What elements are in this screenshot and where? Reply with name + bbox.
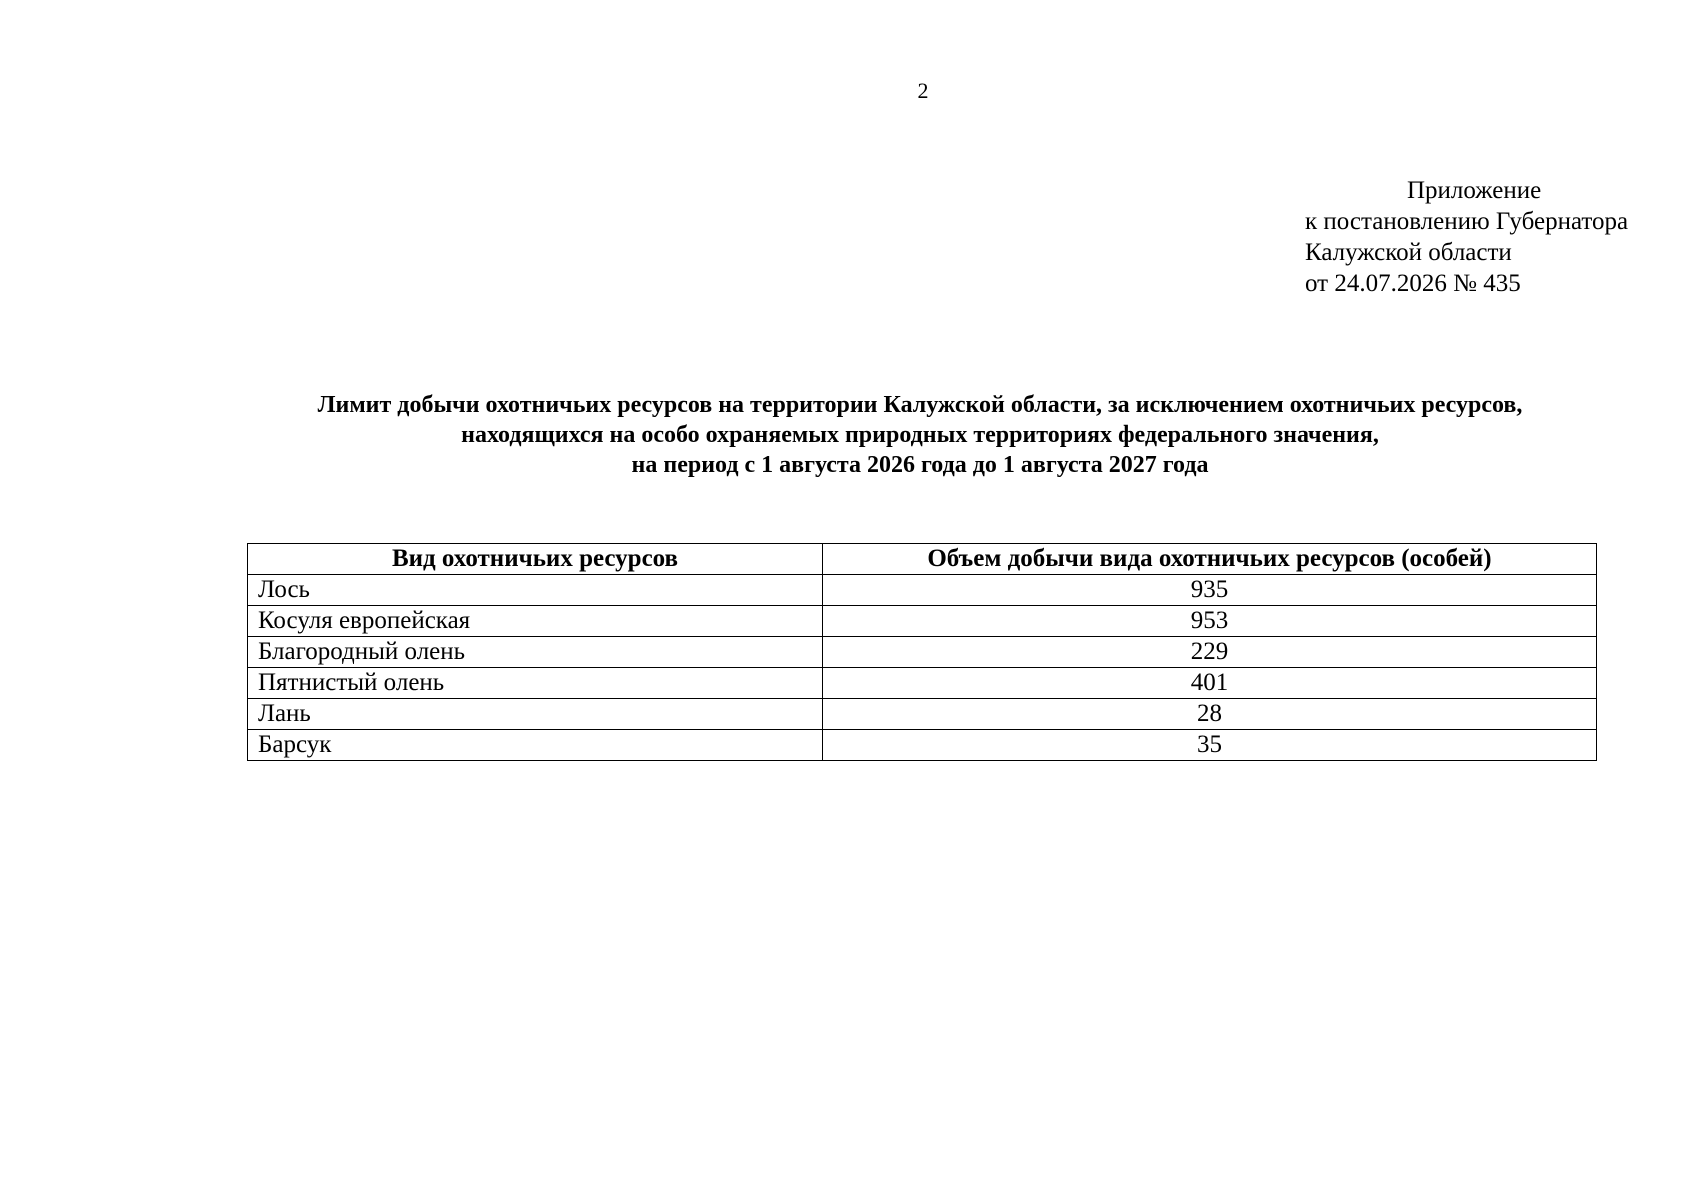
header-kind: Вид охотничьих ресурсов xyxy=(248,544,823,575)
table-row xyxy=(248,699,1597,730)
title-line-1: Лимит добычи охотничьих ресурсов на территории Калужской области, за исключением охотничьих ресурсов, xyxy=(317,392,1523,418)
row-volume: 935 xyxy=(823,575,1597,606)
appendix-region: Калужской области xyxy=(1305,239,1512,266)
table-row xyxy=(248,668,1597,699)
table-row xyxy=(248,637,1597,668)
row-volume: 28 xyxy=(823,699,1597,730)
table-header-row xyxy=(248,544,1597,575)
appendix-resolution: к постановлению Губернатора xyxy=(1305,208,1629,235)
document-title xyxy=(245,390,1595,480)
row-kind: Лось xyxy=(248,575,823,606)
header-volume: Объем добычи вида охотничьих ресурсов (особей) xyxy=(823,544,1597,575)
table-row xyxy=(248,606,1597,637)
row-kind: Благородный олень xyxy=(248,637,823,668)
title-line-3: на период с 1 августа 2026 года до 1 августа 2027 года xyxy=(631,452,1209,478)
appendix-label: Приложение xyxy=(1407,177,1542,204)
appendix-block xyxy=(1305,175,1628,299)
row-volume: 35 xyxy=(823,730,1597,761)
row-kind: Косуля европейская xyxy=(248,606,823,637)
row-volume: 229 xyxy=(823,637,1597,668)
row-volume: 401 xyxy=(823,668,1597,699)
row-kind: Пятнистый олень xyxy=(248,668,823,699)
table-row xyxy=(248,730,1597,761)
appendix-date-number: от 24.07.2026 № 435 xyxy=(1305,270,1521,297)
row-kind: Лань xyxy=(248,699,823,730)
title-line-2: находящихся на особо охраняемых природных территориях федерального значения, xyxy=(461,422,1379,448)
page-number: 2 xyxy=(917,78,929,103)
row-kind: Барсук xyxy=(248,730,823,761)
row-volume: 953 xyxy=(823,606,1597,637)
table-row xyxy=(248,575,1597,606)
hunting-limit-table xyxy=(247,543,1597,761)
